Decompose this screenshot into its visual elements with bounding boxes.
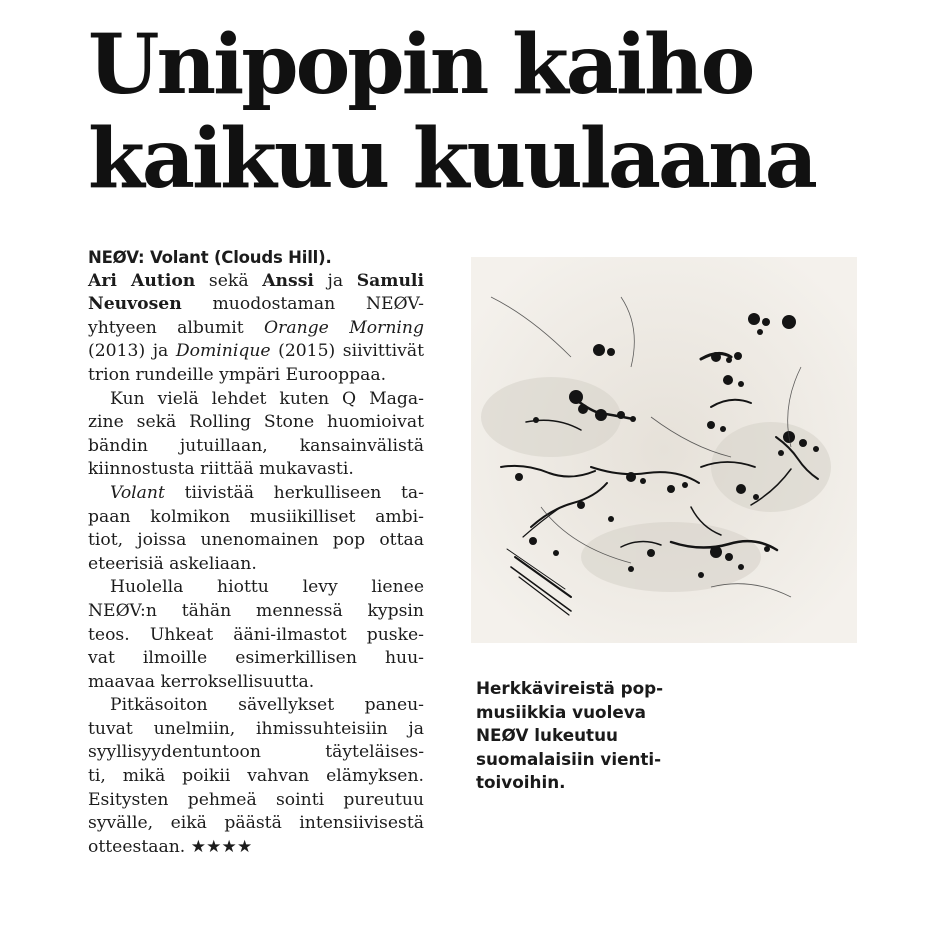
p2-line-4: kiinnostusta riittää mukavasti. <box>88 459 354 480</box>
p2-line-1: Kun vielä lehdet kuten Q Maga- <box>110 388 424 409</box>
name-anssi: Anssi <box>262 270 314 291</box>
album-volant: Volant <box>110 482 165 503</box>
p5-line-4: ti, mikä poikii vahvan elämyksen. <box>88 766 424 787</box>
caption-line-1: Herkkävireistä pop- <box>476 678 664 698</box>
p4-line-1: Huolella hiottu levy lienee <box>110 577 424 598</box>
p4-line-2: NEØV:n tähän mennessä kypsin <box>88 600 424 621</box>
headline <box>88 18 815 206</box>
p3-line-1 <box>88 482 424 506</box>
p3-line-2: paan kolmikon musiikilliset ambi- <box>88 506 424 527</box>
abstract-ink-artwork-icon <box>471 257 857 643</box>
p5-line-3: syyllisyydentuntoon täyteläises- <box>88 742 424 763</box>
text: yhtyeen albumit <box>88 317 265 338</box>
p3-line-4: eteerisiä askeliaan. <box>88 553 257 574</box>
caption-line-3: NEØV lukeutuu <box>476 725 618 746</box>
p5-line-5: Esitysten pehmeä sointi pureutuu <box>88 789 424 810</box>
p1-line-4 <box>88 340 424 364</box>
text: tiivistää herkulliseen ta- <box>164 482 424 503</box>
caption-line-5: toivoihin. <box>476 772 566 793</box>
name-samuli: Samuli <box>356 270 424 291</box>
p4-line-5: maavaa kerroksellisuutta. <box>88 671 315 692</box>
p4-line-3: teos. Uhkeat ääni-ilmastot puske- <box>88 624 424 645</box>
p3-line-3: tiot, joissa unenomainen pop ottaa <box>88 530 424 551</box>
p5-line-7-rating: otteestaan. ★★★★ <box>88 836 253 857</box>
p1-line-3 <box>88 317 424 341</box>
p2-line-2: zine sekä Rolling Stone huomioivat <box>88 412 424 433</box>
p5-line-2: tuvat unelmiin, ihmissuhteisiin ja <box>88 718 424 739</box>
p1-line-1 <box>88 270 424 294</box>
album-dominique: Dominique <box>175 341 271 362</box>
text: ja <box>313 270 357 291</box>
p4-line-4: vat ilmoille esimerkillisen huu- <box>88 648 424 669</box>
review-body <box>88 246 424 859</box>
caption-line-2: musiikkia vuoleva <box>476 701 646 722</box>
review-lead: NEØV: Volant (Clouds Hill). <box>88 248 332 267</box>
p5-line-6: syvälle, eikä päästä intensiivisestä <box>88 813 424 834</box>
headline-line-2: kaikuu kuulaana <box>88 111 815 207</box>
album-orange-morning: Orange Morning <box>264 317 424 338</box>
p1-line-2 <box>88 293 424 317</box>
album-artwork-image <box>471 257 857 643</box>
text: (2013) ja <box>88 341 176 362</box>
name-neuvonen: Neuvosen <box>88 294 182 315</box>
text: (2015) siivittivät <box>270 341 425 362</box>
text: sekä <box>195 270 263 291</box>
image-caption <box>476 677 696 795</box>
headline-line-1: Unipopin kaiho <box>88 17 753 113</box>
p5-line-1: Pitkäsoiton sävellykset paneu- <box>110 695 424 716</box>
text: muodostaman NEØV- <box>181 294 424 315</box>
p1-line-5: trion rundeille ympäri Eurooppaa. <box>88 364 387 385</box>
name-ari-autio: Ari Aution <box>88 270 196 291</box>
p2-line-3: bändin jutuillaan, kansainvälistä <box>88 435 424 456</box>
caption-line-4: suomalaisiin vienti- <box>476 748 662 769</box>
